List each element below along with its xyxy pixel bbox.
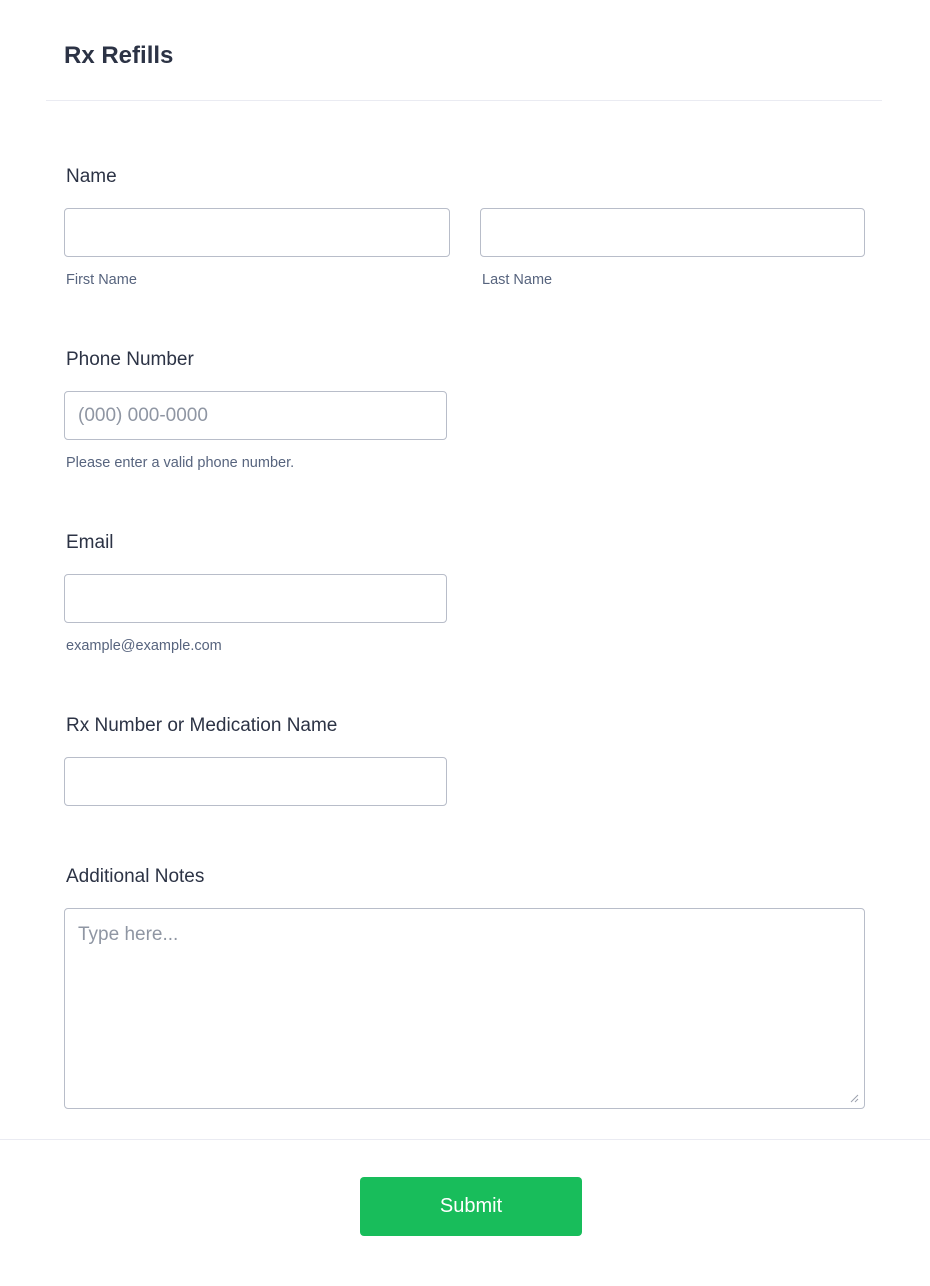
form-title: Rx Refills	[64, 42, 174, 69]
phone-label: Phone Number	[66, 349, 194, 370]
resize-handle-icon[interactable]	[849, 1093, 859, 1103]
header-divider	[46, 100, 882, 101]
submit-button[interactable]: Submit	[360, 1177, 582, 1236]
email-input[interactable]	[64, 574, 447, 623]
first-name-sublabel: First Name	[66, 272, 137, 288]
last-name-input[interactable]	[480, 208, 865, 257]
rx-label: Rx Number or Medication Name	[66, 715, 338, 736]
name-label: Name	[66, 166, 117, 187]
email-label: Email	[66, 532, 114, 553]
phone-sublabel: Please enter a valid phone number.	[66, 455, 295, 471]
rx-input[interactable]	[64, 757, 447, 806]
last-name-sublabel: Last Name	[482, 272, 553, 288]
notes-textarea[interactable]	[64, 908, 865, 1109]
email-sublabel: example@example.com	[66, 638, 222, 654]
footer-divider	[0, 1139, 930, 1140]
first-name-input[interactable]	[64, 208, 450, 257]
notes-label: Additional Notes	[66, 866, 205, 887]
phone-input[interactable]	[64, 391, 447, 440]
